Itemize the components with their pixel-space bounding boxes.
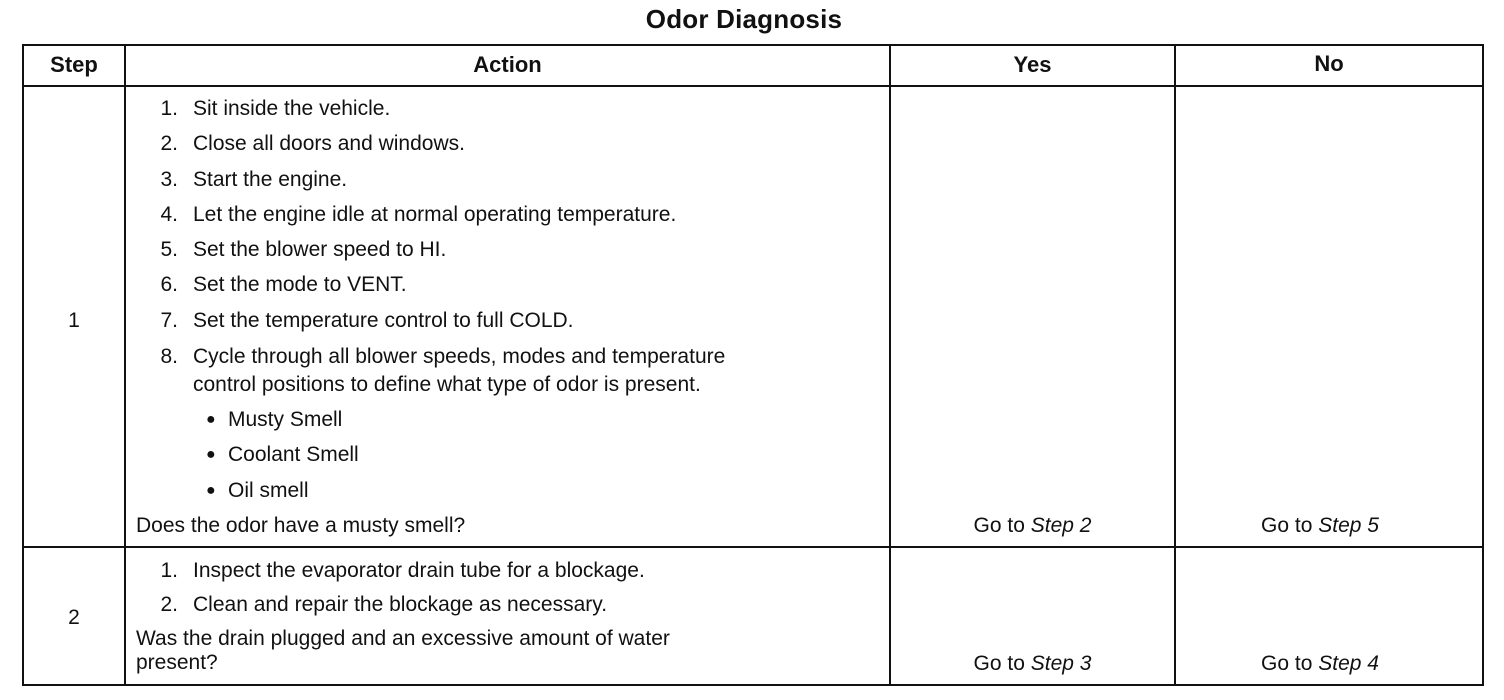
header-no: No (1314, 51, 1344, 76)
yes-result: Go to Step 2 (973, 514, 1092, 537)
action-number: 3. (160, 168, 178, 191)
action-number: 1. (160, 559, 178, 582)
action-number: 8. (160, 345, 178, 368)
header-step: Step (50, 52, 98, 77)
odor-option: Musty Smell (228, 408, 343, 431)
step-number: 2 (68, 606, 80, 629)
row-divider (22, 546, 1484, 548)
bullet-icon: ● (206, 446, 216, 463)
action-number: 4. (160, 203, 178, 226)
header-yes: Yes (1013, 52, 1052, 77)
no-result: Go to Step 4 (1261, 652, 1379, 675)
step-reference: Step 4 (1318, 652, 1379, 675)
action-number: 5. (160, 238, 178, 261)
step-reference: Step 2 (1030, 514, 1092, 537)
action-text-continued: control positions to define what type of odor is present. (193, 373, 701, 396)
action-text: Inspect the evaporator drain tube for a blockage. (193, 559, 645, 582)
step-question: Does the odor have a musty smell? (136, 514, 466, 537)
bullet-icon: ● (206, 411, 216, 428)
action-text: Close all doors and windows. (193, 132, 465, 155)
header-divider (22, 85, 1484, 87)
odor-option: Oil smell (228, 479, 309, 502)
action-text: Set the mode to VENT. (193, 273, 407, 296)
action-text: Cycle through all blower speeds, modes and temperature (193, 345, 726, 368)
action-text: Let the engine idle at normal operating temperature. (193, 203, 677, 226)
step-number: 1 (68, 309, 80, 332)
column-divider (124, 44, 126, 686)
no-result: Go to Step 5 (1261, 514, 1379, 537)
action-text: Clean and repair the blockage as necessary. (193, 593, 608, 616)
page-title: Odor Diagnosis (645, 4, 843, 34)
step-reference: Step 3 (1030, 652, 1092, 675)
action-number: 2. (160, 593, 178, 616)
action-text: Set the temperature control to full COLD. (193, 309, 574, 332)
action-text: Set the blower speed to HI. (193, 238, 447, 261)
step-question: Was the drain plugged and an excessive amount of water (136, 627, 670, 650)
action-number: 6. (160, 273, 178, 296)
odor-option: Coolant Smell (228, 443, 359, 466)
step-question-continued: present? (136, 651, 218, 674)
yes-result: Go to Step 3 (973, 652, 1092, 675)
column-divider (889, 44, 891, 686)
action-text: Start the engine. (193, 168, 348, 191)
step-reference: Step 5 (1318, 514, 1379, 537)
action-text: Sit inside the vehicle. (193, 97, 391, 120)
column-divider (1174, 44, 1176, 686)
action-number: 7. (160, 309, 178, 332)
action-number: 1. (160, 97, 178, 120)
bullet-icon: ● (206, 482, 216, 499)
action-number: 2. (160, 132, 178, 155)
header-action: Action (473, 52, 542, 77)
